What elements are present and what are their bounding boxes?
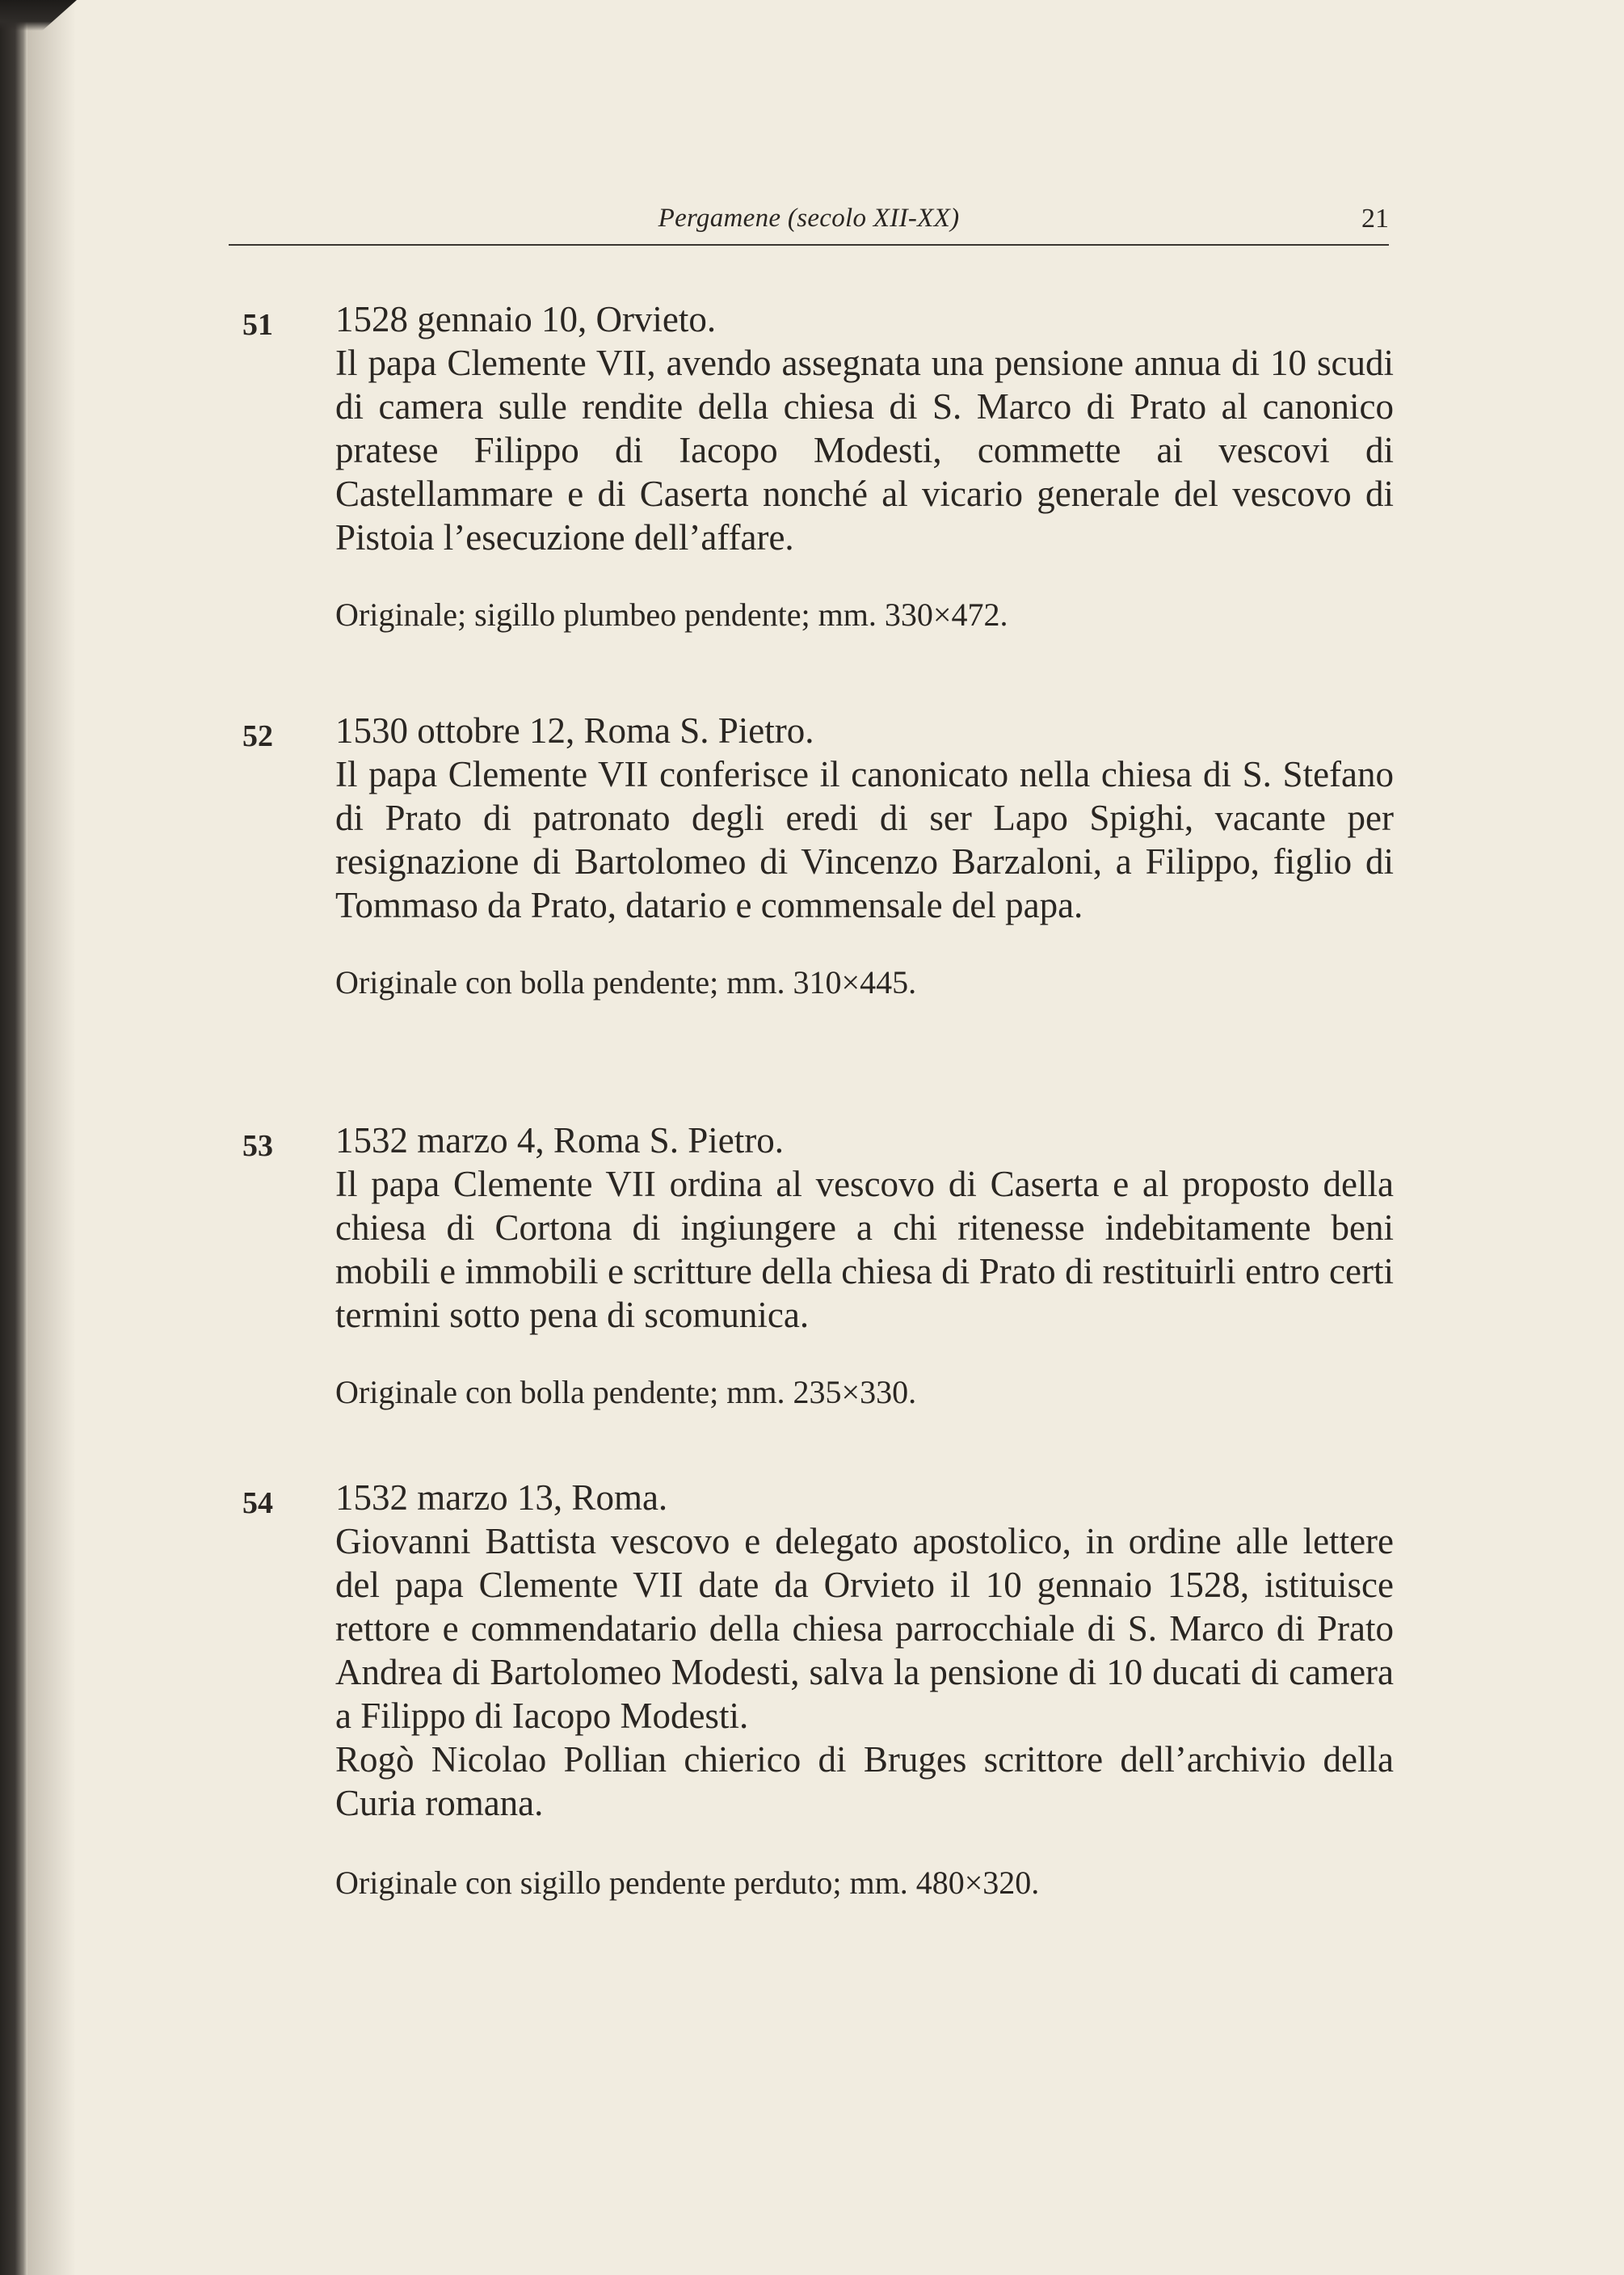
entry-number: 54 — [242, 1486, 273, 1520]
entry-date-place: 1528 gennaio 10, Orvieto. — [335, 299, 717, 339]
page-number: 21 — [1361, 204, 1389, 234]
entry-date-place: 1532 marzo 4, Roma S. Pietro. — [335, 1120, 784, 1161]
gutter-shadow — [27, 0, 76, 2275]
entry-description: Il papa Clemente VII conferisce il canonicato nella chiesa di S. Stefano di Prato di patronato degli eredi di ser Lapo Spighi, vacante per resignazione di Bartolomeo di Vincenzo Barzaloni, a Filippo, figlio di Tommaso da Prato, datario e commensale del papa. — [335, 754, 1394, 925]
entry-number: 52 — [242, 719, 273, 753]
entry-number: 53 — [242, 1129, 273, 1163]
entry-physical-note: Originale con bolla pendente; mm. 310×445. — [335, 964, 917, 1001]
entry-physical-note: Originale; sigillo plumbeo pendente; mm. 330×472. — [335, 596, 1008, 633]
entry-description: Il papa Clemente VII ordina al vescovo di Caserta e al proposto della chiesa di Cortona di ingiungere a chi ritenesse indebitamente beni mobili e immobili e scritture della chiesa di Prato di restituirli entro certi termini sotto pena di scomunica. — [335, 1164, 1394, 1335]
entry-54 — [242, 1476, 1394, 1902]
entry-content — [335, 1476, 1394, 1902]
entry-content — [335, 709, 1394, 1002]
entry-physical-note: Originale con sigillo pendente perduto; mm. 480×320. — [335, 1864, 1040, 1901]
running-header — [229, 202, 1389, 246]
entry-content — [335, 297, 1394, 634]
entry-rogation: Rogò Nicolao Pollian chierico di Bruges scrittore dell’archivio della Curia romana. — [335, 1739, 1394, 1823]
running-title: Pergamene (secolo XII-XX) — [658, 204, 960, 233]
entry-51 — [242, 297, 1394, 634]
entry-date-place: 1532 marzo 13, Roma. — [335, 1477, 668, 1518]
entry-number: 51 — [242, 308, 273, 342]
entry-physical-note: Originale con bolla pendente; mm. 235×330. — [335, 1374, 917, 1410]
entry-content — [335, 1119, 1394, 1412]
entry-date-place: 1530 ottobre 12, Roma S. Pietro. — [335, 710, 814, 751]
entry-52 — [242, 709, 1394, 1002]
entry-53 — [242, 1119, 1394, 1412]
book-spine — [0, 0, 27, 2275]
entry-description: Giovanni Battista vescovo e delegato apostolico, in ordine alle lettere del papa Clemente VII date da Orvieto il 10 gennaio 1528, istituisce rettore e commendatario della chiesa parrocchiale di S. Marco di Prato Andrea di Bartolomeo Modesti, salva la pensione di 10 ducati di camera a Filippo di Iacopo Modesti. — [335, 1521, 1394, 1736]
entry-description: Il papa Clemente VII, avendo assegnata una pensione annua di 10 scudi di camera sulle rendite della chiesa di S. Marco di Prato al canonico pratese Filippo di Iacopo Modesti, commette ai vescovi di Castellammare e di Caserta nonché al vicario generale del vescovo di Pistoia l’esecuzione dell’affare. — [335, 343, 1394, 558]
